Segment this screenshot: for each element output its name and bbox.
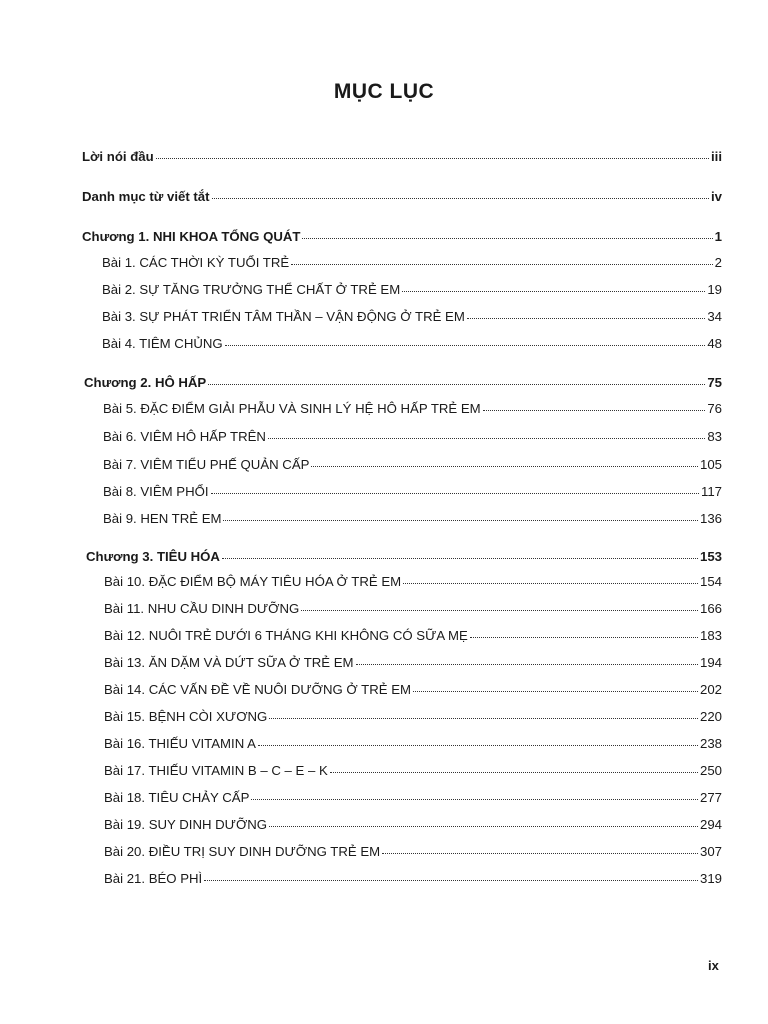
toc-lesson	[104, 789, 722, 807]
dot-leader	[470, 627, 698, 638]
toc-entry-title: Bài 12. NUÔI TRẺ DƯỚI 6 THÁNG KHI KHÔNG CÓ SỮA MẸ	[104, 628, 468, 643]
toc-entry-page: 19	[707, 282, 722, 297]
toc-entry-title: Bài 3. SỰ PHÁT TRIỂN TÂM THẦN – VẬN ĐỘNG Ở TRẺ EM	[102, 309, 465, 324]
toc-entry-page: 76	[707, 401, 722, 416]
toc-entry-page: 319	[699, 871, 722, 886]
toc-entry-title: Bài 18. TIÊU CHẢY CẤP	[104, 790, 250, 805]
dot-leader	[382, 843, 698, 854]
toc-entry-page: 105	[699, 457, 722, 472]
dot-leader	[208, 374, 705, 385]
toc-lesson	[104, 627, 722, 645]
toc-entry-title: Bài 21. BÉO PHÌ	[104, 871, 203, 886]
toc-entry-page: iv	[711, 189, 722, 204]
toc-lesson	[104, 816, 722, 834]
dot-leader	[301, 600, 698, 611]
page-number: ix	[708, 958, 719, 973]
toc-lesson	[104, 681, 722, 699]
dot-leader	[291, 254, 712, 265]
dot-leader	[402, 281, 705, 292]
dot-leader	[403, 573, 698, 584]
dot-leader	[156, 148, 709, 159]
toc-front-matter	[82, 188, 722, 206]
toc-entry-title: Bài 9. HEN TRẺ EM	[103, 511, 222, 526]
toc-entry-title: Bài 1. CÁC THỜI KỲ TUỔI TRẺ	[102, 255, 290, 270]
toc-entry-title: Bài 13. ĂN DẶM VÀ DỨT SỮA Ở TRẺ EM	[104, 655, 354, 670]
toc-entry-title: Lời nói đầu	[82, 149, 154, 164]
dot-leader	[467, 308, 705, 319]
dot-leader	[211, 483, 699, 494]
dot-leader	[356, 654, 698, 665]
toc-entry-title: Bài 8. VIÊM PHỔI	[103, 484, 209, 499]
toc-lesson	[103, 483, 722, 501]
toc-entry-title: Bài 6. VIÊM HÔ HẤP TRÊN	[103, 429, 266, 444]
dot-leader	[269, 708, 698, 719]
toc-lesson	[103, 510, 722, 528]
toc-entry-page: 183	[699, 628, 722, 643]
toc-entry-title: Bài 2. SỰ TĂNG TRƯỞNG THỂ CHẤT Ở TRẺ EM	[102, 282, 401, 297]
toc-lesson	[104, 600, 722, 618]
toc-lesson	[104, 870, 722, 888]
toc-lesson	[102, 254, 722, 272]
toc-chapter	[86, 548, 722, 566]
toc-entry-page: 194	[699, 655, 722, 670]
toc-entry-page: 75	[707, 375, 722, 390]
toc-lesson	[104, 573, 722, 591]
toc-lesson	[104, 708, 722, 726]
toc-entry-title: Bài 17. THIẾU VITAMIN B – C – E – K	[104, 763, 328, 778]
toc-entry-title: Bài 4. TIÊM CHỦNG	[102, 336, 223, 351]
toc-entry-title: Bài 20. ĐIỀU TRỊ SUY DINH DƯỠNG TRẺ EM	[104, 844, 381, 859]
dot-leader	[258, 735, 698, 746]
toc-entry-page: 307	[699, 844, 722, 859]
toc-entry-page: 220	[699, 709, 722, 724]
toc-entry-title: Bài 11. NHU CẦU DINH DƯỠNG	[104, 601, 300, 616]
toc-entry-page: 166	[699, 601, 722, 616]
toc-entry-page: 117	[700, 484, 722, 499]
toc-entry-page: 83	[707, 429, 722, 444]
toc-entry-title: Danh mục từ viết tắt	[82, 189, 210, 204]
toc-lesson	[102, 335, 722, 353]
toc-entry-title: Bài 19. SUY DINH DƯỠNG	[104, 817, 268, 832]
dot-leader	[302, 228, 712, 239]
toc-entry-page: 277	[699, 790, 722, 805]
toc-entry-page: 250	[699, 763, 722, 778]
dot-leader	[225, 335, 706, 346]
toc-entry-page: 48	[707, 336, 722, 351]
toc-lesson	[102, 308, 722, 326]
toc-entry-page: 202	[699, 682, 722, 697]
toc-entry-page: 294	[699, 817, 722, 832]
toc-lesson	[104, 654, 722, 672]
toc-lesson	[102, 281, 722, 299]
toc-lesson	[103, 400, 722, 418]
dot-leader	[413, 681, 698, 692]
toc-lesson	[103, 428, 722, 446]
dot-leader	[222, 548, 698, 559]
dot-leader	[483, 400, 706, 411]
toc-lesson	[104, 735, 722, 753]
dot-leader	[212, 188, 709, 199]
toc-lesson	[104, 843, 722, 861]
toc-entry-page: 136	[699, 511, 722, 526]
toc-entry-title: Chương 2. HÔ HẤP	[84, 375, 207, 390]
toc-entry-title: Bài 14. CÁC VẤN ĐỀ VỀ NUÔI DƯỠNG Ở TRẺ EM	[104, 682, 411, 697]
toc-entry-title: Bài 10. ĐẶC ĐIỂM BỘ MÁY TIÊU HÓA Ở TRẺ EM	[104, 574, 402, 589]
dot-leader	[330, 762, 698, 773]
toc-entry-title: Bài 15. BỆNH CÒI XƯƠNG	[104, 709, 268, 724]
toc-entry-title: Bài 16. THIẾU VITAMIN A	[104, 736, 256, 751]
toc-entry-page: 1	[714, 229, 722, 244]
toc-entry-title: Bài 7. VIÊM TIỂU PHẾ QUẢN CẤP	[103, 457, 310, 472]
toc-chapter	[82, 228, 722, 246]
dot-leader	[251, 789, 698, 800]
toc-entry-page: 153	[699, 549, 722, 564]
toc-chapter	[84, 374, 722, 392]
toc-front-matter	[82, 148, 722, 166]
toc-entry-title: Chương 3. TIÊU HÓA	[86, 549, 220, 564]
dot-leader	[269, 816, 698, 827]
toc-entry-page: iii	[711, 149, 722, 164]
toc-entry-title: Chương 1. NHI KHOA TỔNG QUÁT	[82, 229, 301, 244]
dot-leader	[268, 428, 705, 439]
toc-entry-page: 2	[714, 255, 722, 270]
dot-leader	[204, 870, 698, 881]
toc-lesson	[104, 762, 722, 780]
dot-leader	[311, 456, 698, 467]
toc-entry-title: Bài 5. ĐẶC ĐIỂM GIẢI PHẪU VÀ SINH LÝ HỆ HÔ HẤP TRẺ EM	[103, 401, 481, 416]
page-title: MỤC LỤC	[333, 80, 435, 103]
toc-entry-page: 154	[699, 574, 722, 589]
toc-lesson	[103, 456, 722, 474]
toc-entry-page: 238	[699, 736, 722, 751]
dot-leader	[223, 510, 698, 521]
toc-entry-page: 34	[707, 309, 722, 324]
